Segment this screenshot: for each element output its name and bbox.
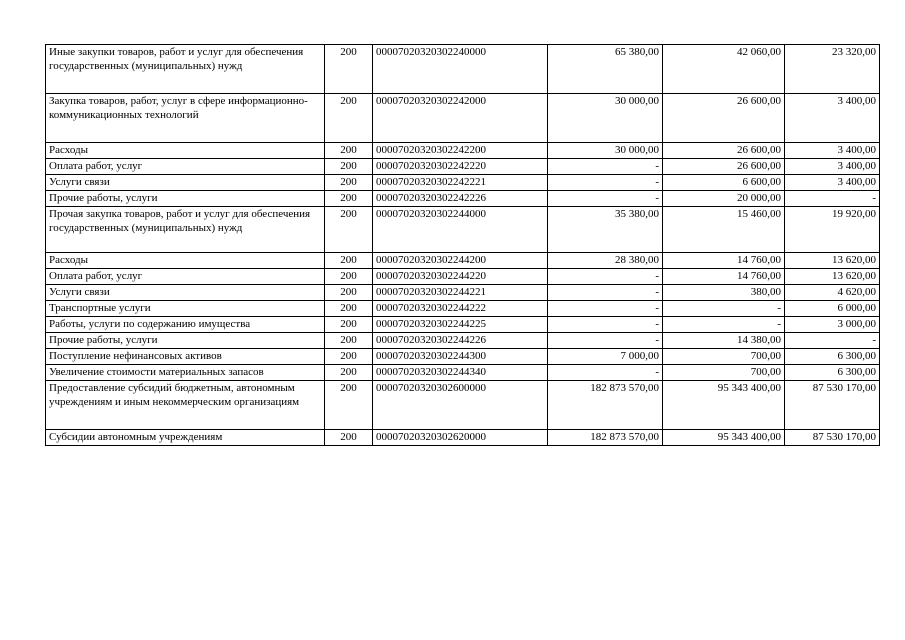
- table-row: [46, 175, 880, 191]
- row-code-cell: 200: [325, 143, 373, 159]
- row-code-cell: 200: [325, 175, 373, 191]
- row-value2-cell: 26 600,00: [663, 159, 785, 175]
- row-kbk-cell: 00007020320302242221: [373, 175, 548, 191]
- row-code-cell: 200: [325, 45, 373, 94]
- row-name-cell: Работы, услуги по содержанию имущества: [46, 317, 325, 333]
- row-value2-cell: 14 380,00: [663, 333, 785, 349]
- row-code-cell: 200: [325, 301, 373, 317]
- row-name-cell: Закупка товаров, работ, услуг в сфере информационно-коммуникационных технологий: [46, 94, 325, 143]
- row-value3-cell: 19 920,00: [785, 207, 880, 253]
- row-value3-cell: -: [785, 191, 880, 207]
- table-row: [46, 253, 880, 269]
- row-value2-cell: 20 000,00: [663, 191, 785, 207]
- row-name-cell: Прочая закупка товаров, работ и услуг для обеспечения государственных (муниципальных) нужд: [46, 207, 325, 253]
- row-code-cell: 200: [325, 381, 373, 430]
- row-kbk-cell: 00007020320302242220: [373, 159, 548, 175]
- row-value3-cell: 3 400,00: [785, 159, 880, 175]
- row-code-cell: 200: [325, 333, 373, 349]
- row-name-cell: Услуги связи: [46, 285, 325, 301]
- row-value2-cell: 15 460,00: [663, 207, 785, 253]
- row-value2-cell: 14 760,00: [663, 253, 785, 269]
- row-kbk-cell: 00007020320302240000: [373, 45, 548, 94]
- row-code-cell: 200: [325, 253, 373, 269]
- row-value2-cell: 42 060,00: [663, 45, 785, 94]
- row-value3-cell: 87 530 170,00: [785, 381, 880, 430]
- row-code-cell: 200: [325, 365, 373, 381]
- row-kbk-cell: 00007020320302242226: [373, 191, 548, 207]
- table-row: [46, 191, 880, 207]
- row-value2-cell: 95 343 400,00: [663, 381, 785, 430]
- row-code-cell: 200: [325, 159, 373, 175]
- row-value2-cell: 14 760,00: [663, 269, 785, 285]
- row-value1-cell: -: [548, 191, 663, 207]
- table-row: [46, 349, 880, 365]
- row-value1-cell: -: [548, 175, 663, 191]
- row-name-cell: Предоставление субсидий бюджетным, автономным учреждениям и иным некоммерческим организациям: [46, 381, 325, 430]
- row-value1-cell: 7 000,00: [548, 349, 663, 365]
- table-row: [46, 333, 880, 349]
- row-value1-cell: -: [548, 159, 663, 175]
- row-kbk-cell: 00007020320302244220: [373, 269, 548, 285]
- row-kbk-cell: 00007020320302244000: [373, 207, 548, 253]
- row-value3-cell: -: [785, 333, 880, 349]
- row-value1-cell: -: [548, 301, 663, 317]
- row-value3-cell: 3 400,00: [785, 175, 880, 191]
- table-row: [46, 207, 880, 253]
- row-name-cell: Поступление нефинансовых активов: [46, 349, 325, 365]
- row-name-cell: Расходы: [46, 143, 325, 159]
- row-code-cell: 200: [325, 191, 373, 207]
- row-name-cell: Оплата работ, услуг: [46, 159, 325, 175]
- row-value1-cell: 182 873 570,00: [548, 381, 663, 430]
- row-value3-cell: 87 530 170,00: [785, 430, 880, 446]
- row-kbk-cell: 00007020320302242200: [373, 143, 548, 159]
- row-value2-cell: -: [663, 301, 785, 317]
- row-code-cell: 200: [325, 269, 373, 285]
- row-value2-cell: 26 600,00: [663, 143, 785, 159]
- row-value1-cell: -: [548, 317, 663, 333]
- table-row: [46, 143, 880, 159]
- row-kbk-cell: 00007020320302244340: [373, 365, 548, 381]
- table-row: [46, 159, 880, 175]
- row-name-cell: Транспортные услуги: [46, 301, 325, 317]
- row-name-cell: Услуги связи: [46, 175, 325, 191]
- row-value2-cell: 380,00: [663, 285, 785, 301]
- row-code-cell: 200: [325, 349, 373, 365]
- table-row: [46, 45, 880, 94]
- row-value3-cell: 6 300,00: [785, 365, 880, 381]
- row-value2-cell: 6 600,00: [663, 175, 785, 191]
- row-value3-cell: 4 620,00: [785, 285, 880, 301]
- row-value3-cell: 3 400,00: [785, 94, 880, 143]
- row-value1-cell: -: [548, 365, 663, 381]
- table-row: [46, 430, 880, 446]
- row-kbk-cell: 00007020320302244226: [373, 333, 548, 349]
- row-value1-cell: 30 000,00: [548, 94, 663, 143]
- row-value3-cell: 13 620,00: [785, 253, 880, 269]
- row-value3-cell: 6 300,00: [785, 349, 880, 365]
- row-value1-cell: -: [548, 333, 663, 349]
- row-value3-cell: 3 400,00: [785, 143, 880, 159]
- budget-table: [45, 44, 880, 446]
- row-kbk-cell: 00007020320302242000: [373, 94, 548, 143]
- row-value1-cell: 65 380,00: [548, 45, 663, 94]
- table-row: [46, 269, 880, 285]
- row-name-cell: Расходы: [46, 253, 325, 269]
- row-name-cell: Прочие работы, услуги: [46, 191, 325, 207]
- row-value1-cell: 35 380,00: [548, 207, 663, 253]
- row-kbk-cell: 00007020320302244300: [373, 349, 548, 365]
- row-name-cell: Оплата работ, услуг: [46, 269, 325, 285]
- row-value3-cell: 6 000,00: [785, 301, 880, 317]
- row-name-cell: Субсидии автономным учреждениям: [46, 430, 325, 446]
- row-value3-cell: 13 620,00: [785, 269, 880, 285]
- row-name-cell: Увеличение стоимости материальных запасов: [46, 365, 325, 381]
- row-value1-cell: 30 000,00: [548, 143, 663, 159]
- table-row: [46, 94, 880, 143]
- row-value2-cell: -: [663, 317, 785, 333]
- row-kbk-cell: 00007020320302244221: [373, 285, 548, 301]
- row-value2-cell: 95 343 400,00: [663, 430, 785, 446]
- row-value1-cell: 182 873 570,00: [548, 430, 663, 446]
- row-value1-cell: -: [548, 285, 663, 301]
- row-value2-cell: 26 600,00: [663, 94, 785, 143]
- row-kbk-cell: 00007020320302244225: [373, 317, 548, 333]
- row-code-cell: 200: [325, 430, 373, 446]
- row-value1-cell: 28 380,00: [548, 253, 663, 269]
- budget-table-body: [46, 45, 880, 446]
- row-code-cell: 200: [325, 207, 373, 253]
- table-row: [46, 285, 880, 301]
- row-code-cell: 200: [325, 285, 373, 301]
- table-row: [46, 381, 880, 430]
- row-kbk-cell: 00007020320302244200: [373, 253, 548, 269]
- row-code-cell: 200: [325, 94, 373, 143]
- table-row: [46, 365, 880, 381]
- row-kbk-cell: 00007020320302620000: [373, 430, 548, 446]
- row-value3-cell: 23 320,00: [785, 45, 880, 94]
- row-value2-cell: 700,00: [663, 365, 785, 381]
- row-value3-cell: 3 000,00: [785, 317, 880, 333]
- table-row: [46, 317, 880, 333]
- row-value1-cell: -: [548, 269, 663, 285]
- row-code-cell: 200: [325, 317, 373, 333]
- row-name-cell: Прочие работы, услуги: [46, 333, 325, 349]
- row-kbk-cell: 00007020320302244222: [373, 301, 548, 317]
- row-kbk-cell: 00007020320302600000: [373, 381, 548, 430]
- row-name-cell: Иные закупки товаров, работ и услуг для обеспечения государственных (муниципальных) нужд: [46, 45, 325, 94]
- row-value2-cell: 700,00: [663, 349, 785, 365]
- table-row: [46, 301, 880, 317]
